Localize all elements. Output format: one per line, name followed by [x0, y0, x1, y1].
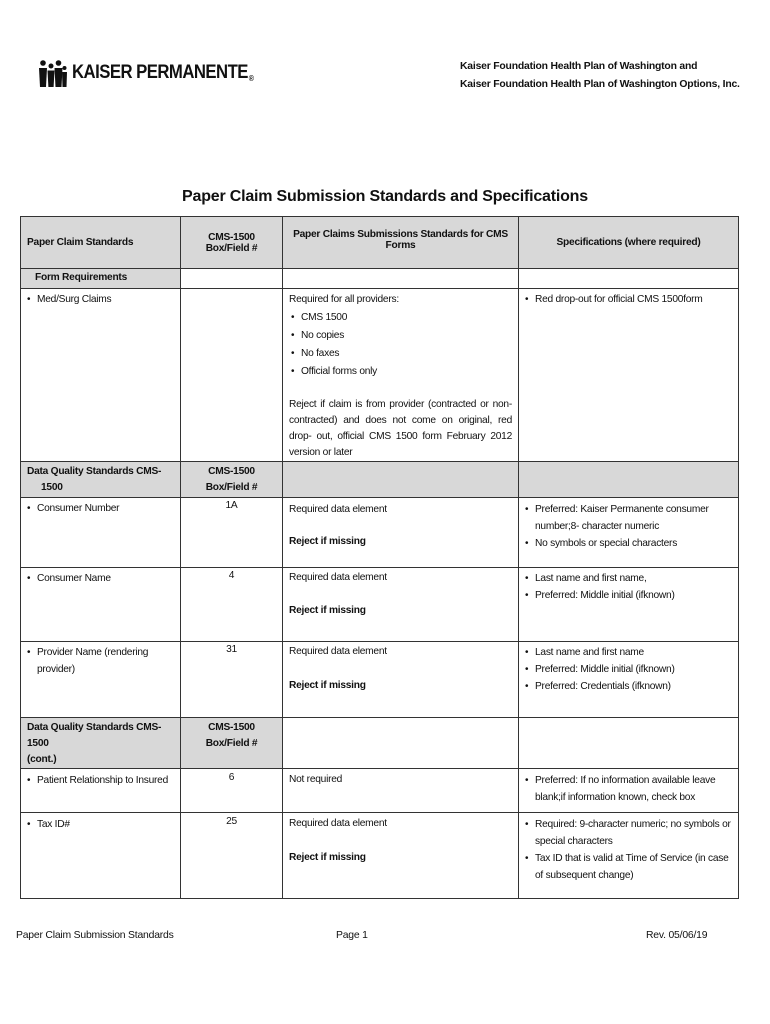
consumer-number-box: 1A — [181, 498, 283, 568]
org-line-1: Kaiser Foundation Health Plan of Washington and — [460, 61, 698, 72]
footer-left: Paper Claim Submission Standards — [16, 930, 174, 941]
section-row-data-quality-cont — [21, 718, 739, 769]
consumer-name-reject: Reject if missing — [289, 605, 366, 616]
table-row-med-surg — [21, 289, 739, 462]
form-req-list-item: • No faxes — [291, 345, 512, 363]
table-row-consumer-name — [21, 568, 739, 642]
consumer-number-standard: Required data element — [289, 504, 387, 515]
form-req-spec: • Red drop-out for official CMS 1500form — [525, 291, 732, 308]
form-req-intro: Required for all providers: — [289, 294, 399, 305]
form-req-list-item: • CMS 1500 — [291, 309, 512, 327]
section-row-form-requirements — [21, 269, 739, 289]
table-row-consumer-number — [21, 498, 739, 568]
patient-relationship-box: 6 — [181, 769, 283, 813]
consumer-name-standard: Required data element — [289, 572, 387, 583]
data-quality-box-label: CMS-1500 Box/Field # — [181, 462, 283, 498]
table-header-row — [21, 217, 739, 269]
patient-relationship-standard: Not required — [289, 774, 343, 785]
med-surg-item: • Med/Surg Claims — [27, 291, 174, 308]
table-row-tax-id — [21, 813, 739, 899]
org-names — [460, 58, 740, 94]
footer-revision: Rev. 05/06/19 — [646, 930, 708, 941]
form-requirements-label: Form Requirements — [21, 269, 181, 289]
patient-relationship-item: • Patient Relationship to Insured — [27, 772, 174, 789]
kaiser-people-icon — [36, 58, 68, 88]
provider-name-spec: • Last name and first name — [525, 644, 732, 661]
header-cms-standards: Paper Claims Submissions Standards for CMS Forms — [283, 217, 519, 269]
patient-relationship-spec: • Preferred: If no information available leave blank;if information known, check box — [525, 772, 732, 806]
kaiser-logo — [36, 56, 278, 90]
consumer-name-spec: • Last name and first name, — [525, 570, 732, 587]
table-row-provider-name — [21, 642, 739, 718]
provider-name-item: • Provider Name (rendering provider) — [27, 644, 174, 678]
consumer-name-item: • Consumer Name — [27, 570, 174, 587]
table-row-patient-relationship — [21, 769, 739, 813]
footer-page-number: Page 1 — [336, 930, 368, 941]
header-specifications: Specifications (where required) — [519, 217, 739, 269]
consumer-name-spec: • Preferred: Middle initial (ifknown) — [525, 587, 732, 604]
page-title: Paper Claim Submission Standards and Specifications — [182, 188, 588, 205]
tax-id-spec: • Tax ID that is valid at Time of Service (in case of subsequent change) — [525, 850, 732, 884]
form-req-list-item: • No copies — [291, 327, 512, 345]
provider-name-spec: • Preferred: Credentials (ifknown) — [525, 678, 732, 695]
header-box-field: CMS-1500 Box/Field # — [181, 217, 283, 269]
standards-table — [20, 216, 739, 899]
consumer-name-box: 4 — [181, 568, 283, 642]
org-line-2: Kaiser Foundation Health Plan of Washington Options, Inc. — [460, 79, 740, 90]
data-quality-label: Data Quality Standards CMS- 1500 — [21, 462, 181, 498]
header-standards: Paper Claim Standards — [21, 217, 181, 269]
consumer-number-spec: • No symbols or special characters — [525, 535, 732, 552]
tax-id-item: • Tax ID# — [27, 816, 174, 833]
tax-id-standard: Required data element — [289, 818, 387, 829]
form-req-list-item: • Official forms only — [291, 363, 512, 381]
form-req-reject-text: Reject if claim is from provider (contracted or non-contracted) and does not come on original, red drop- out, official CMS 1500 form February 2012 version or later — [289, 399, 512, 458]
provider-name-box: 31 — [181, 642, 283, 718]
data-quality-cont-box-label: CMS-1500 Box/Field # — [181, 718, 283, 769]
provider-name-spec: • Preferred: Middle initial (ifknown) — [525, 661, 732, 678]
logo-wordmark: KAISER PERMANENTE® — [72, 62, 254, 83]
consumer-number-reject: Reject if missing — [289, 536, 366, 547]
provider-name-reject: Reject if missing — [289, 680, 366, 691]
section-row-data-quality — [21, 462, 739, 498]
tax-id-spec: • Required: 9-character numeric; no symbols or special characters — [525, 816, 732, 850]
tax-id-reject: Reject if missing — [289, 852, 366, 863]
consumer-number-item: • Consumer Number — [27, 500, 174, 517]
consumer-number-spec: • Preferred: Kaiser Permanente consumer number;8- character numeric — [525, 501, 732, 535]
provider-name-standard: Required data element — [289, 646, 387, 657]
data-quality-cont-label: Data Quality Standards CMS-1500 (cont.) — [21, 718, 181, 769]
tax-id-box: 25 — [181, 813, 283, 899]
